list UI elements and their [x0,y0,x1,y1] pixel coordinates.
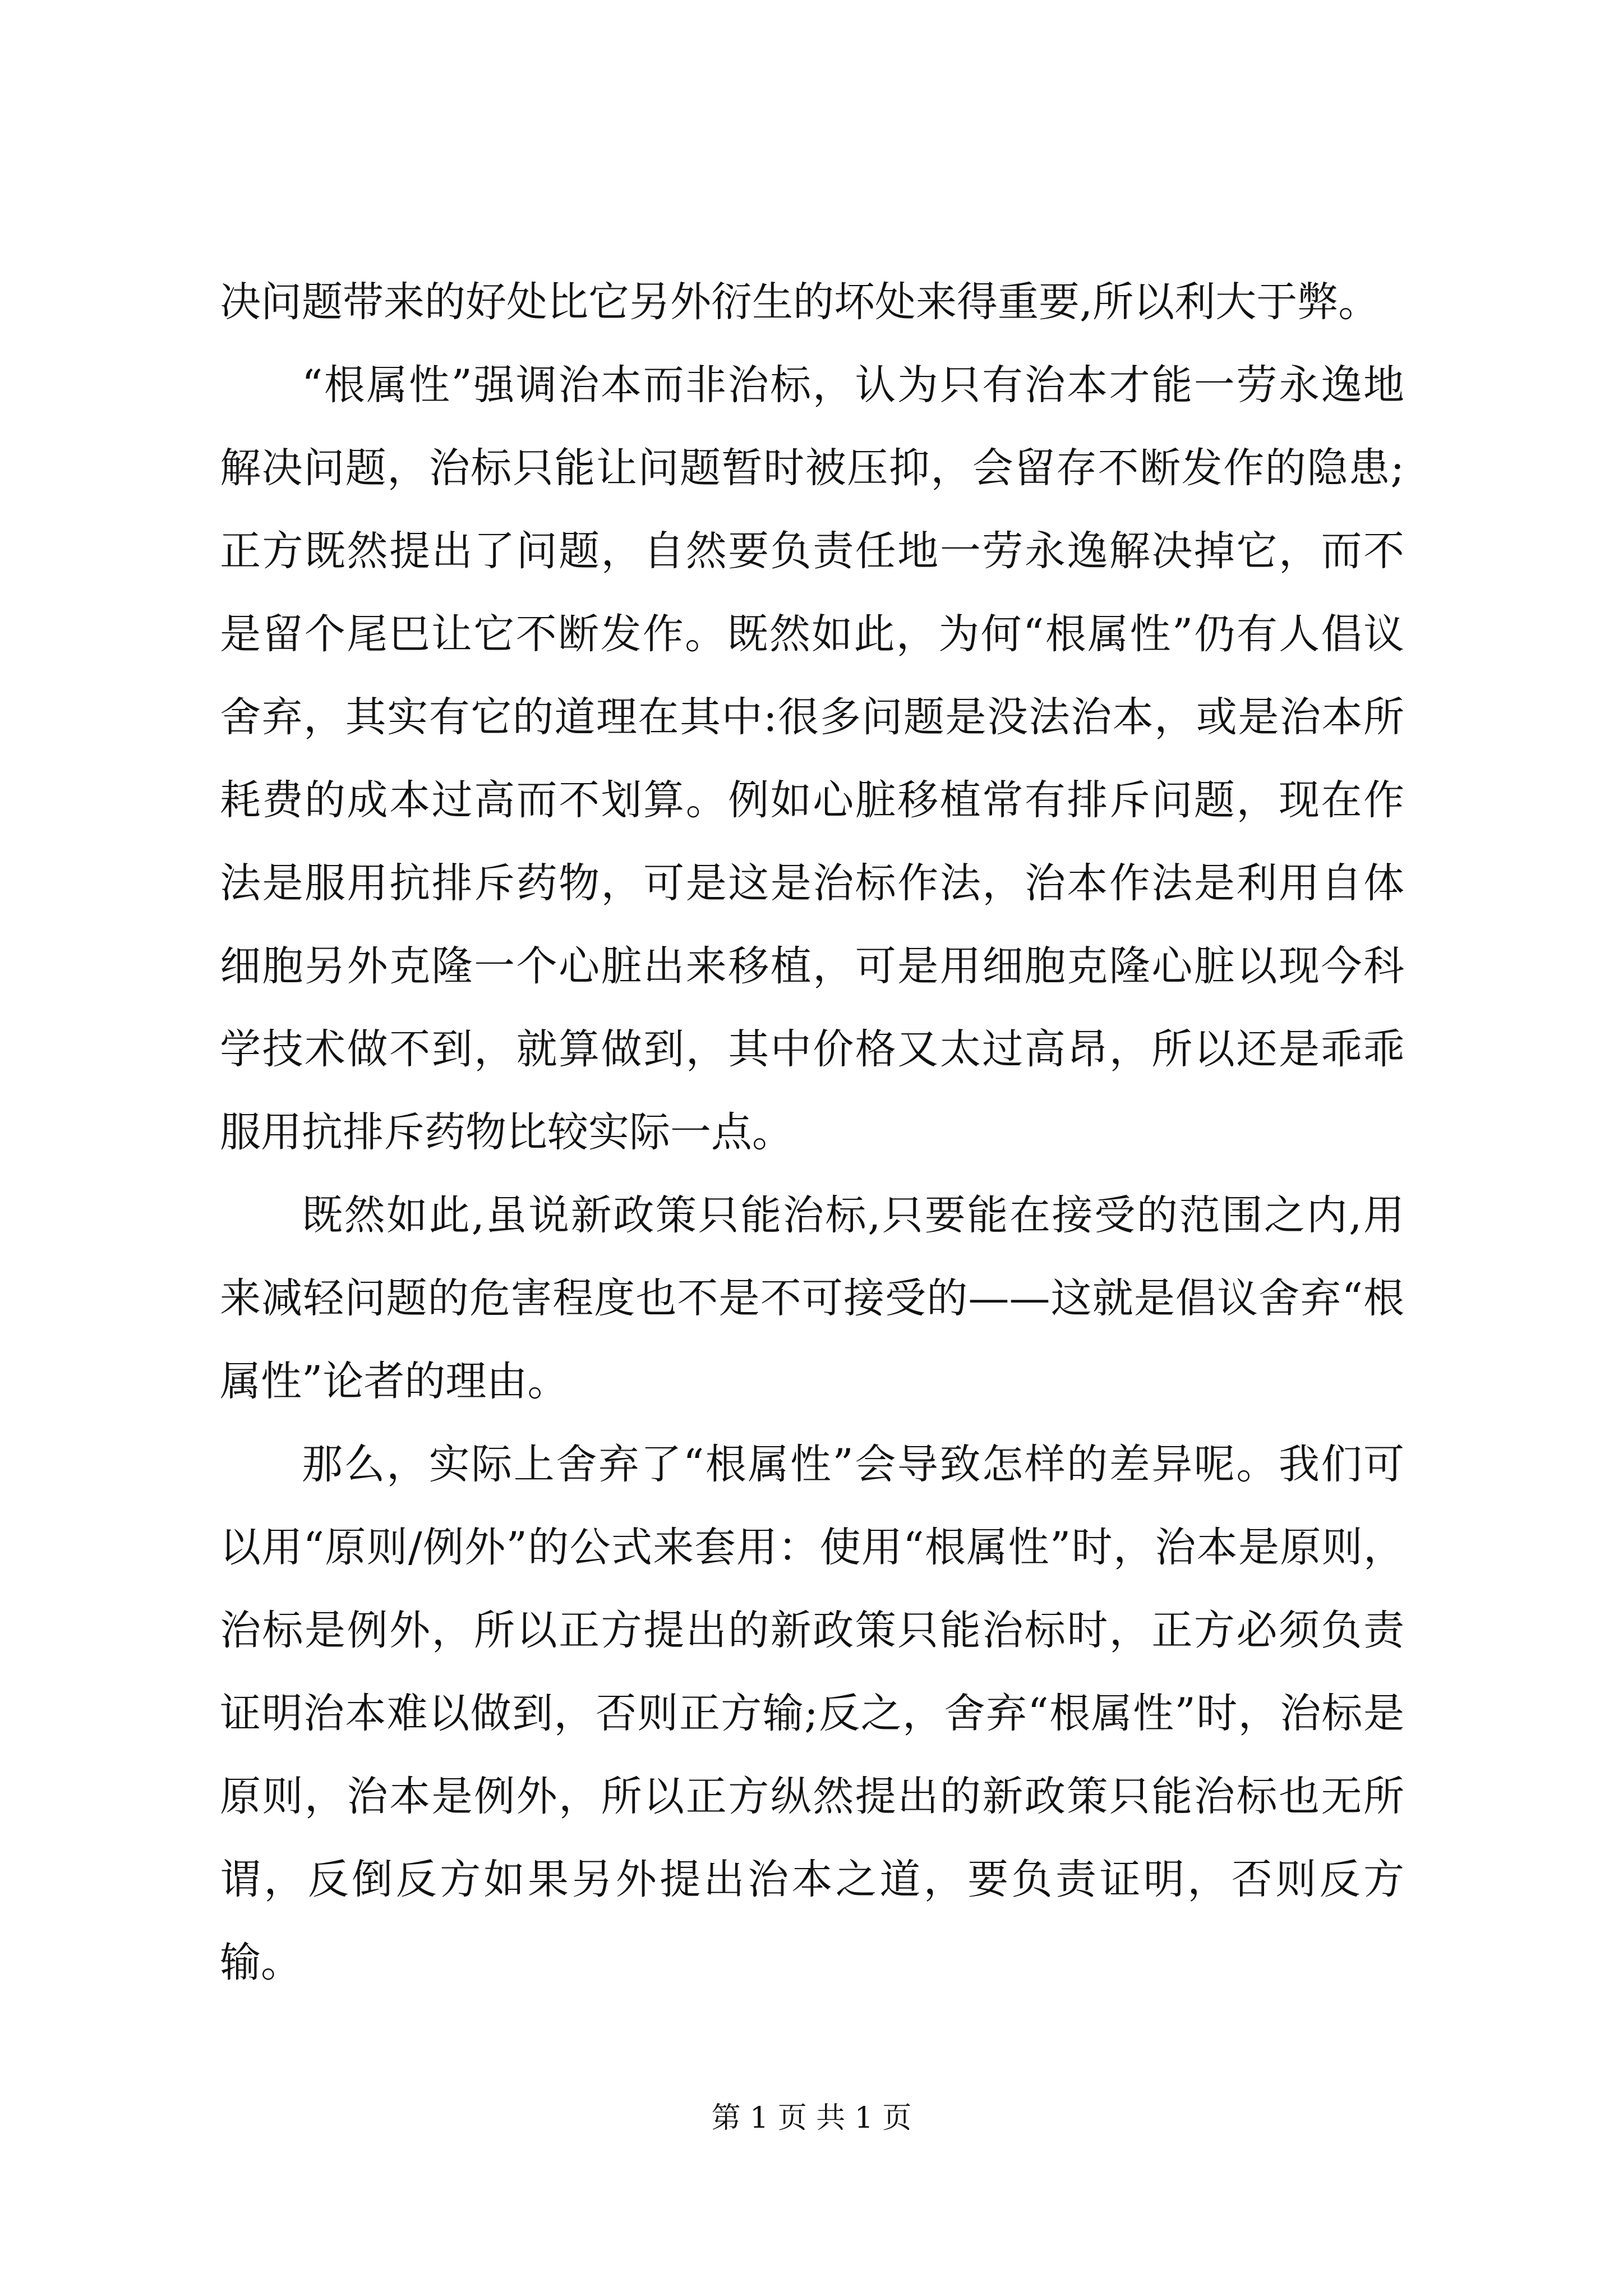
paragraph-3: 既然如此,虽说新政策只能治标,只要能在接受的范围之内,用来减轻问题的危害程度也不是不可接受的——这就是倡议舍弃“根属性”论者的理由。 [220,1191,1404,1405]
paragraph-2: “根属性”强调治本而非治标，认为只有治本才能一劳永逸地解决问题，治标只能让问题暂时被压抑，会留存不断发作的隐患;正方既然提出了问题，自然要负责任地一劳永逸解决掉它，而不是留个尾巴让它不断发作。既然如此，为何“根属性”仍有人倡议舍弃，其实有它的道理在其中:很多问题是没法治本，或是治本所耗费的成本过高而不划算。例如心脏移植常有排斥问题，现在作法是服用抗排斥药物，可是这是治标作法，治本作法是利用自体细胞另外克隆一个心脏出来移植，可是用细胞克隆心脏以现今科学技术做不到，就算做到，其中价格又太过高昂，所以还是乖乖服用抗排斥药物比较实际一点。 [220,361,1404,1156]
page-footer: 第 1 页 共 1 页 [711,2101,912,2135]
paragraph-4: 那么，实际上舍弃了“根属性”会导致怎样的差异呢。我们可以用“原则/例外”的公式来套用：使用“根属性”时，治本是原则，治标是例外，所以正方提出的新政策只能治标时，正方必须负责证明治本难以做到，否则正方输;反之，舍弃“根属性”时，治标是原则，治本是例外，所以正方纵然提出的新政策只能治标也无所谓，反倒反方如果另外提出治本之道，要负责证明，否则反方输。 [220,1441,1404,1986]
document-body [220,261,1404,2004]
paragraph-1: 决问题带来的好处比它另外衍生的坏处来得重要,所以利大于弊。 [220,278,1380,326]
